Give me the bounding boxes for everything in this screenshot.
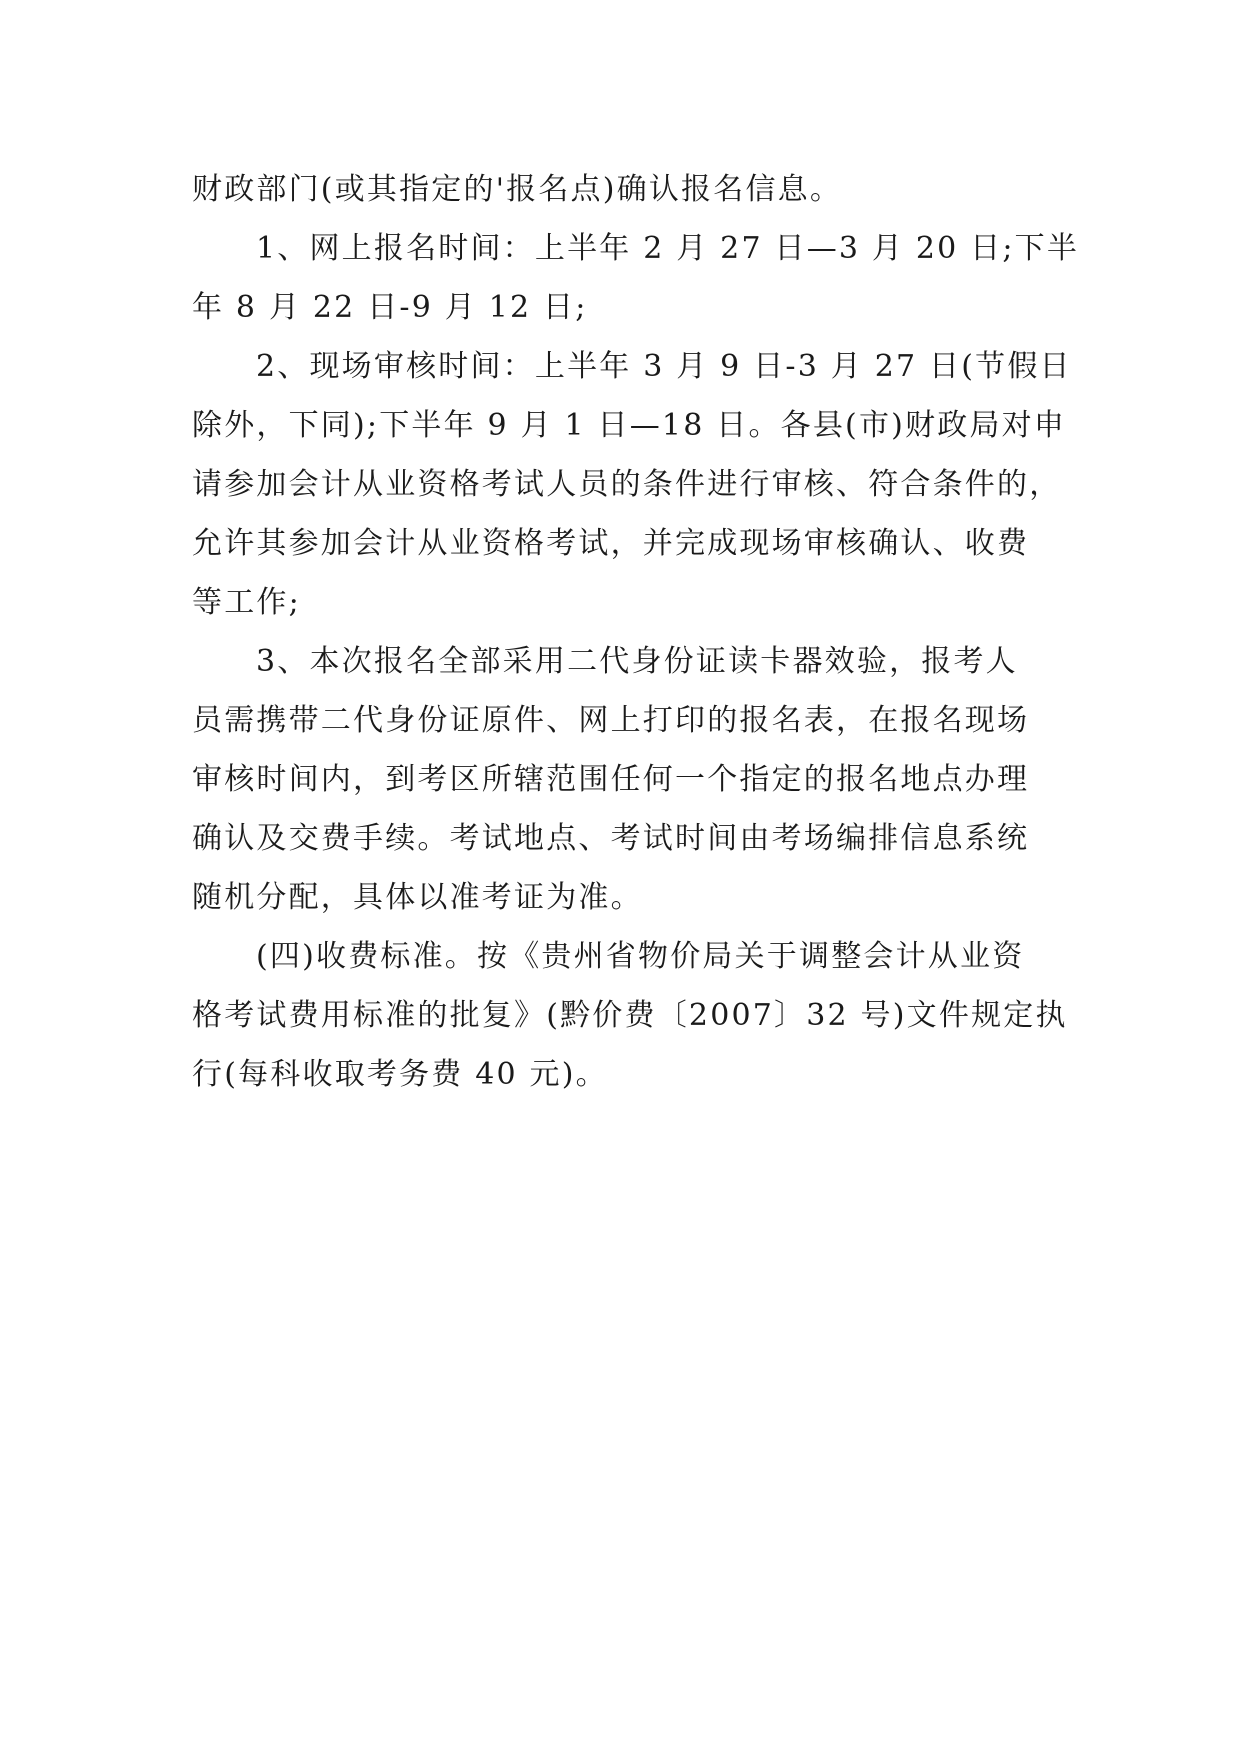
text-line: 等工作;	[192, 585, 301, 620]
text-line-item-1-start: 1、网上报名时间：上半年 2 月 27 日—3 月 20 日;下半	[256, 231, 1080, 266]
text-line: 允许其参加会计从业资格考试，并完成现场审核确认、收费	[192, 526, 1030, 561]
text-line: 除外，下同);下半年 9 月 1 日—18 日。各县(市)财政局对申	[192, 408, 1067, 443]
text-line: 财政部门(或其指定的'报名点)确认报名信息。	[192, 172, 843, 207]
text-line: 请参加会计从业资格考试人员的条件进行审核、符合条件的，	[192, 467, 1062, 502]
text-line: 行(每科收取考务费 40 元)。	[192, 1057, 608, 1092]
text-line: 随机分配，具体以准考证为准。	[192, 880, 643, 915]
text-line-section-4-start: (四)收费标准。按《贵州省物价局关于调整会计从业资	[256, 939, 1025, 974]
text-line-item-3-start: 3、本次报名全部采用二代身份证读卡器效验，报考人	[256, 644, 1018, 679]
text-line-item-2-start: 2、现场审核时间：上半年 3 月 9 日-3 月 27 日(节假日	[256, 349, 1072, 384]
document-body	[192, 160, 1080, 1104]
text-line: 审核时间内，到考区所辖范围任何一个指定的报名地点办理	[192, 762, 1030, 797]
text-line: 格考试费用标准的批复》(黔价费〔2007〕32 号)文件规定执	[192, 998, 1068, 1033]
text-line: 确认及交费手续。考试地点、考试时间由考场编排信息系统	[192, 821, 1030, 856]
text-line: 年 8 月 22 日-9 月 12 日;	[192, 290, 588, 325]
text-line: 员需携带二代身份证原件、网上打印的报名表，在报名现场	[192, 703, 1030, 738]
